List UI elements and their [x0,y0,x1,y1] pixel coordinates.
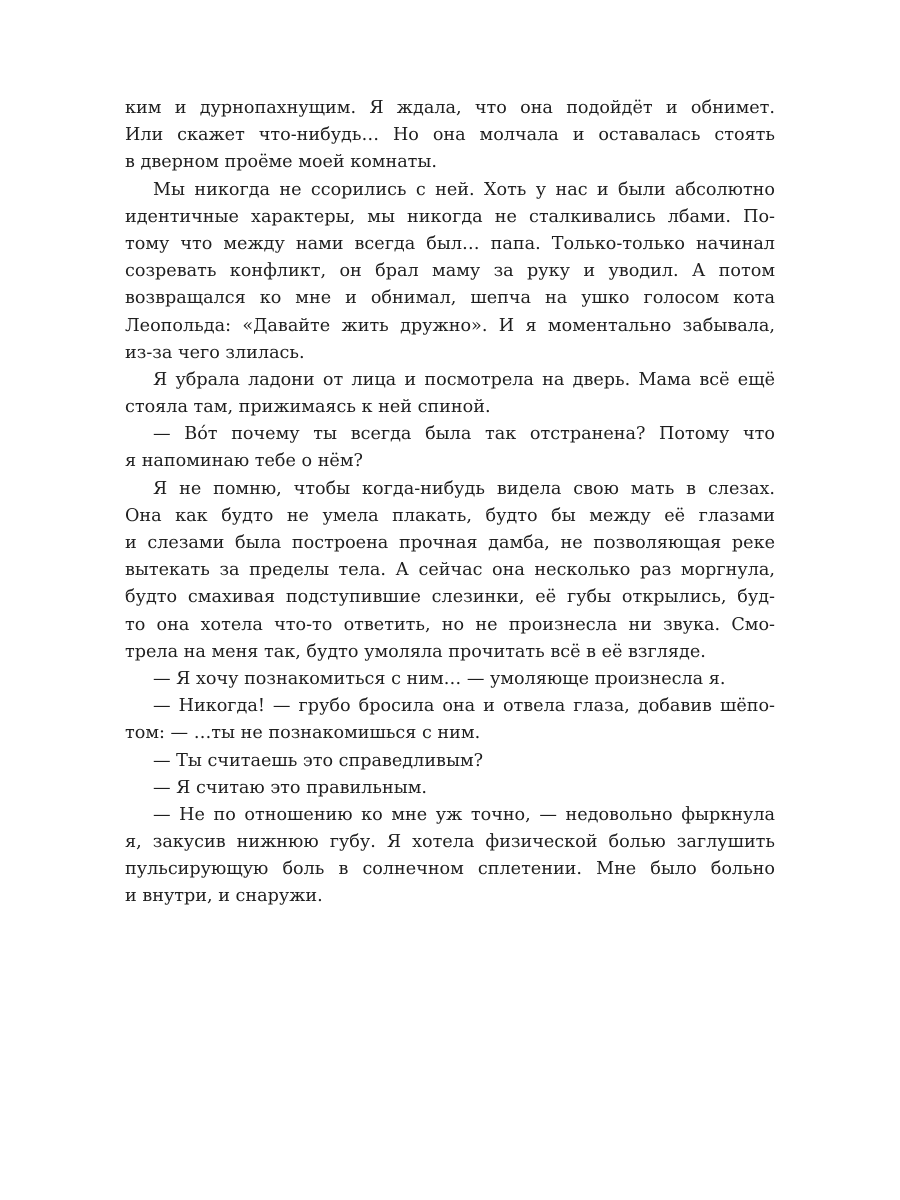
text-line: трела на меня так, будто умоляла прочитать всё в её взгляде. [125,641,706,662]
text-line: будто смахивая подступившие слезинки, её губы открылись, буд- [125,587,775,608]
text-line: тому что между нами всегда был… папа. Только-только начинал [125,233,775,254]
dialogue-line: я, закусив нижнюю губу. Я хотела физической болью заглушить [125,832,775,853]
text-line: Леопольда: «Давайте жить дружно». И я моментально забывала, [125,315,775,336]
dialogue-line: и внутри, и снаружи. [125,886,323,907]
text-line: идентичные характеры, мы никогда не сталкивались лбами. По- [125,206,775,227]
text-line: Я убрала ладони от лица и посмотрела на дверь. Мама всё ещё [153,369,775,390]
dialogue-line: я напоминаю тебе о нём? [125,451,363,472]
dialogue-line: — Никогда! — грубо бросила она и отвела глаза, добавив шёпо- [153,696,775,717]
text-line: возвращался ко мне и обнимал, шепча на ушко голосом кота [125,288,775,309]
dialogue-line: пульсирующую боль в солнечном сплетении. Мне было больно [125,859,775,880]
dialogue-line: — Я хочу познакомиться с ним… — умоляюще произнесла я. [153,668,726,689]
text-line: Она как будто не умела плакать, будто бы между её глазами [125,505,775,526]
text-line: ким и дурнопахнущим. Я ждала, что она подойдёт и обнимет. [125,98,775,118]
text-line: Мы никогда не ссорились с ней. Хоть у нас и были абсолютно [153,179,775,200]
text-line: из-за чего злилась. [125,342,305,363]
dialogue-line: — Ты считаешь это справедливым? [153,750,484,771]
text-line: Я не помню, чтобы когда-нибудь видела свою мать в слезах. [153,478,775,499]
text-line: то она хотела что-то ответить, но не произнесла ни звука. Смо- [125,614,775,635]
dialogue-line: том: — …ты не познакомишься с ним. [125,723,481,744]
body-text [125,95,775,911]
dialogue-line: — Во́т почему ты всегда была так отстранена? Потому что [153,424,775,445]
text-line: стояла там, прижимаясь к ней спиной. [125,397,491,418]
text-line: вытекать за пределы тела. А сейчас она несколько раз моргнула, [125,560,775,581]
text-line: Или скажет что-нибудь… Но она молчала и оставалась стоять [125,125,775,146]
text-line: созревать конфликт, он брал маму за руку и уводил. А потом [125,261,775,282]
dialogue-line: — Я считаю это правильным. [153,777,427,798]
text-line: и слезами была построена прочная дамба, не позволяющая реке [125,533,775,553]
dialogue-line: — Не по отношению ко мне уж точно, — недовольно фыркнула [153,804,775,825]
text-line: в дверном проёме моей комнаты. [125,152,438,173]
